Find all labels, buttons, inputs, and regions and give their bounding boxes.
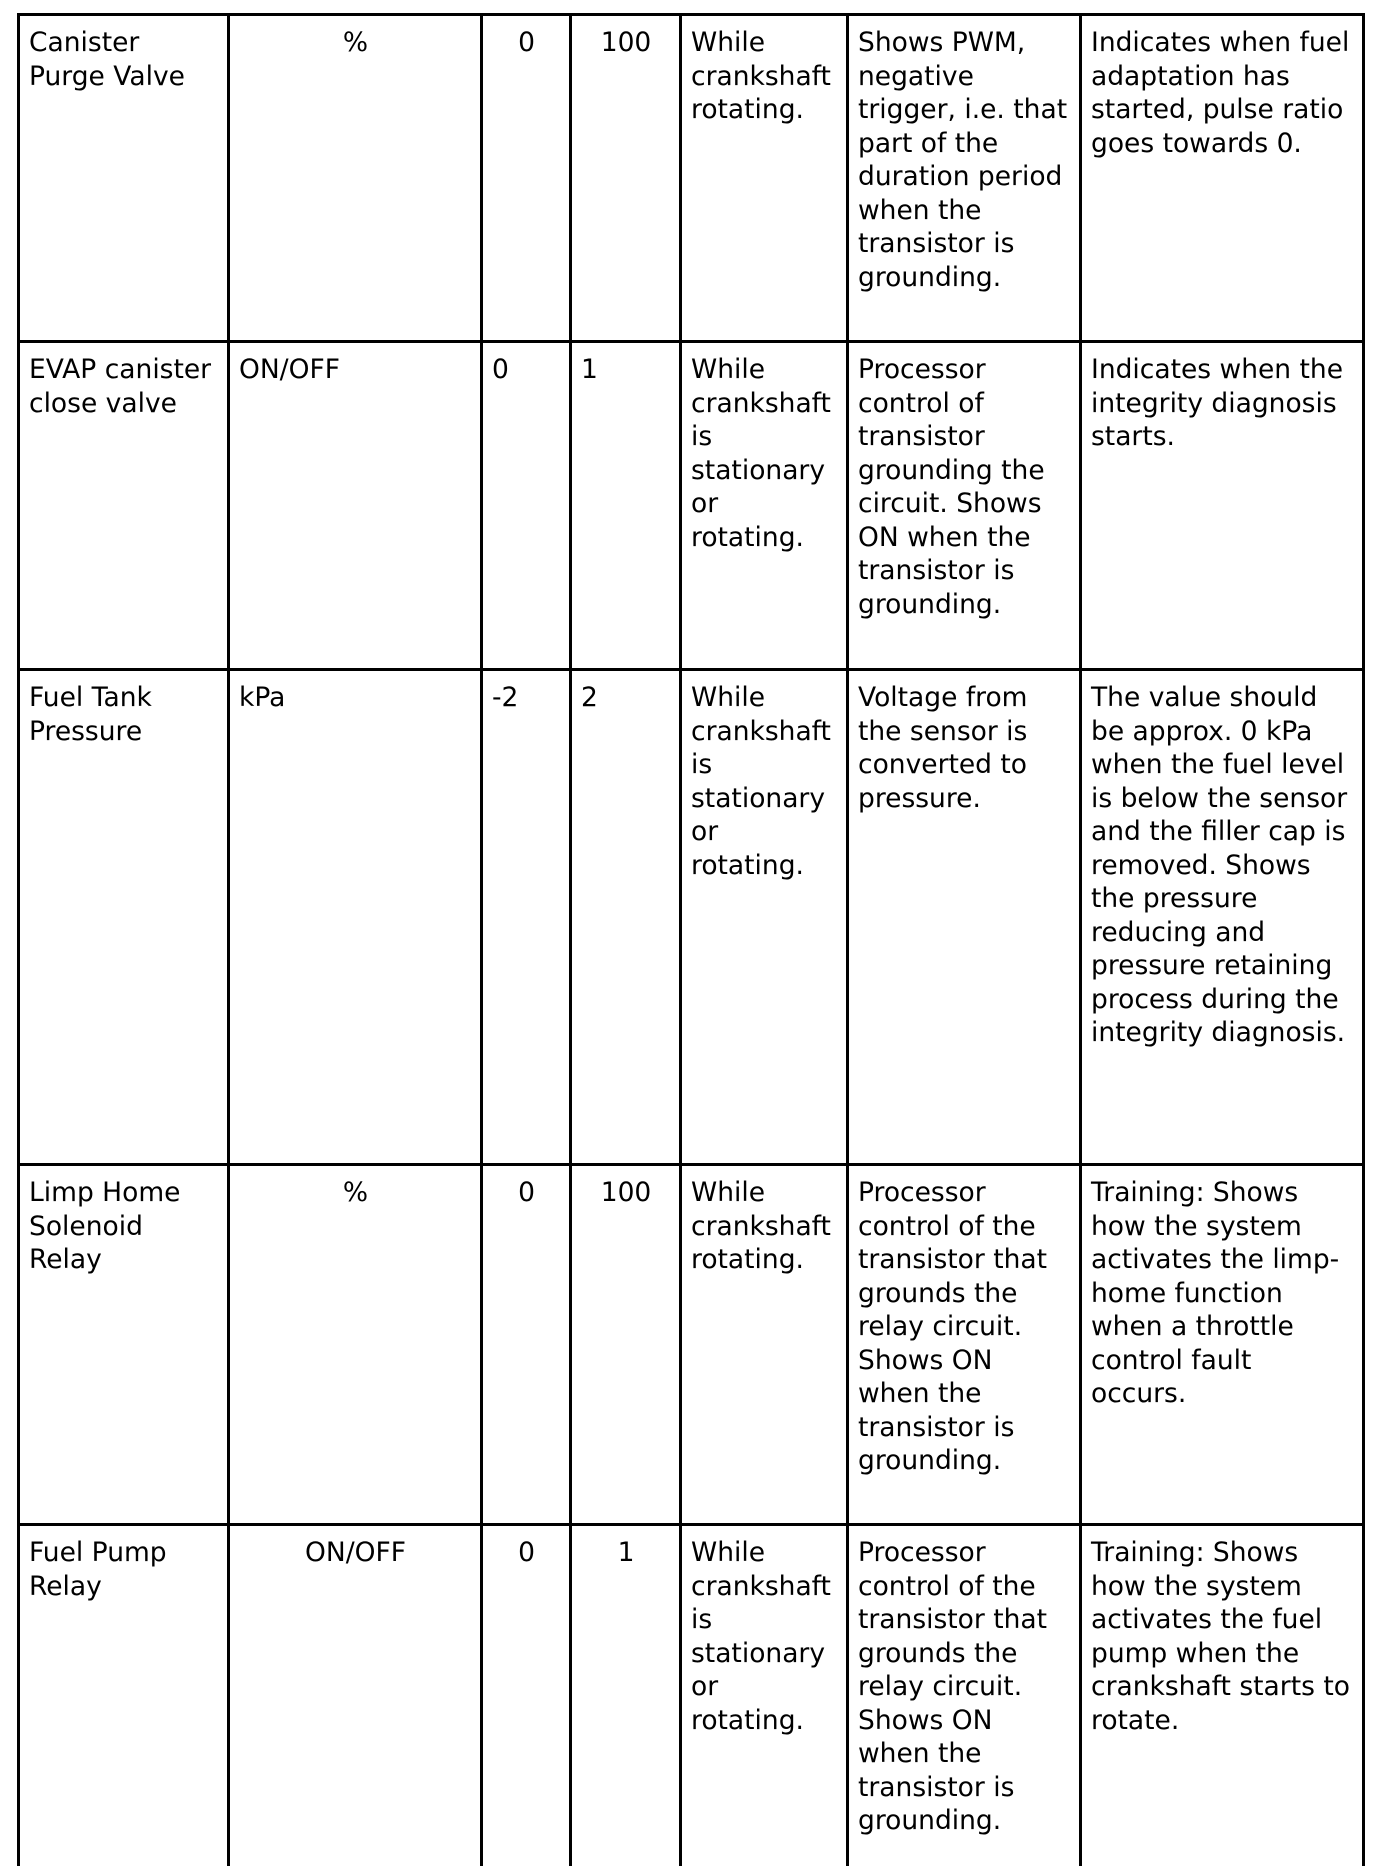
note-cell: Training: Shows how the system activates the fuel pump when the crankshaft starts to rotate. bbox=[1081, 1525, 1364, 1866]
note-cell: Training: Shows how the system activates the limp-home function when a throttle control fault occurs. bbox=[1081, 1165, 1364, 1525]
min-value-cell: 0 bbox=[482, 15, 571, 342]
max-value-cell: 2 bbox=[571, 670, 681, 1165]
table-row bbox=[19, 15, 1364, 342]
parameter-name-cell: Limp Home Solenoid Relay bbox=[19, 1165, 229, 1525]
description-cell: Processor control of the transistor that grounds the relay circuit. Shows ON when the transistor is grounding. bbox=[848, 1525, 1081, 1866]
max-value-cell: 100 bbox=[571, 1165, 681, 1525]
condition-cell: While crankshaft is stationary or rotating. bbox=[681, 342, 848, 670]
table-row bbox=[19, 1165, 1364, 1525]
min-value-cell: 0 bbox=[482, 1525, 571, 1866]
description-cell: Processor control of transistor grounding the circuit. Shows ON when the transistor is grounding. bbox=[848, 342, 1081, 670]
max-value-cell: 1 bbox=[571, 1525, 681, 1866]
parameter-table bbox=[17, 13, 1365, 1866]
condition-cell: While crankshaft rotating. bbox=[681, 15, 848, 342]
unit-cell: ON/OFF bbox=[229, 342, 482, 670]
table-row bbox=[19, 670, 1364, 1165]
parameter-name-cell: Fuel Tank Pressure bbox=[19, 670, 229, 1165]
unit-cell: kPa bbox=[229, 670, 482, 1165]
description-cell: Processor control of the transistor that grounds the relay circuit. Shows ON when the transistor is grounding. bbox=[848, 1165, 1081, 1525]
description-cell: Voltage from the sensor is converted to pressure. bbox=[848, 670, 1081, 1165]
parameter-name-cell: EVAP canister close valve bbox=[19, 342, 229, 670]
condition-cell: While crankshaft is stationary or rotating. bbox=[681, 1525, 848, 1866]
parameter-name-cell: Canister Purge Valve bbox=[19, 15, 229, 342]
description-cell: Shows PWM, negative trigger, i.e. that part of the duration period when the transistor is grounding. bbox=[848, 15, 1081, 342]
table-body bbox=[19, 15, 1364, 1866]
min-value-cell: 0 bbox=[482, 1165, 571, 1525]
unit-cell: ON/OFF bbox=[229, 1525, 482, 1866]
min-value-cell: 0 bbox=[482, 342, 571, 670]
unit-cell: % bbox=[229, 15, 482, 342]
note-cell: The value should be approx. 0 kPa when the fuel level is below the sensor and the filler cap is removed. Shows the pressure reducing and pressure retaining process during the integrity diagnosis. bbox=[1081, 670, 1364, 1165]
note-cell: Indicates when the integrity diagnosis starts. bbox=[1081, 342, 1364, 670]
condition-cell: While crankshaft is stationary or rotating. bbox=[681, 670, 848, 1165]
condition-cell: While crankshaft rotating. bbox=[681, 1165, 848, 1525]
max-value-cell: 100 bbox=[571, 15, 681, 342]
table-row bbox=[19, 342, 1364, 670]
note-cell: Indicates when fuel adaptation has started, pulse ratio goes towards 0. bbox=[1081, 15, 1364, 342]
min-value-cell: -2 bbox=[482, 670, 571, 1165]
max-value-cell: 1 bbox=[571, 342, 681, 670]
parameter-name-cell: Fuel Pump Relay bbox=[19, 1525, 229, 1866]
table-row bbox=[19, 1525, 1364, 1866]
unit-cell: % bbox=[229, 1165, 482, 1525]
